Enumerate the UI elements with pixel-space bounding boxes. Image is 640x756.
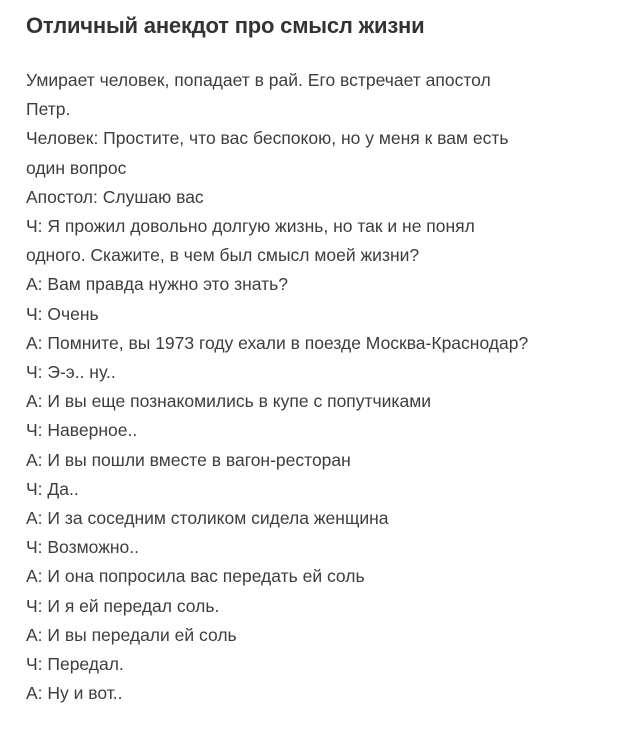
text-line: А: И вы пошли вместе в вагон-ресторан [26, 449, 351, 470]
text-line: А: И она попросила вас передать ей соль [26, 566, 365, 587]
post [26, 10, 620, 708]
text-line: А: Ну и вот.. [26, 683, 123, 704]
text-line: одного. Скажите, в чем был смысл моей жизни? [26, 245, 420, 266]
text-line: А: Вам правда нужно это знать? [26, 274, 288, 295]
text-line: Умирает человек, попадает в рай. Его встречает апостол [26, 70, 491, 90]
text-line: Ч: Да.. [26, 478, 79, 499]
text-line: Ч: Я прожил довольно долгую жизнь, но так и не понял [26, 216, 475, 237]
text-line: Ч: И я ей передал соль. [26, 595, 220, 616]
text-line: А: И вы еще познакомились в купе с попутчиками [26, 391, 432, 412]
text-line: Петр. [26, 99, 71, 120]
text-line: Человек: Простите, что вас беспокою, но у меня к вам есть [26, 128, 509, 149]
text-line: А: И вы передали ей соль [26, 624, 237, 645]
text-line: Ч: Очень [26, 303, 99, 324]
text-line: Ч: Наверное.. [26, 420, 138, 441]
text-line: Ч: Э-э.. ну.. [26, 362, 116, 383]
text-line: Апостол: Слушаю вас [26, 186, 204, 207]
text-line: Ч: Возможно.. [26, 537, 140, 558]
text-line: Ч: Передал. [26, 654, 124, 675]
text-line: А: Помните, вы 1973 году ехали в поезде Москва-Краснодар? [26, 332, 529, 353]
text-line: А: И за соседним столиком сидела женщина [26, 508, 389, 529]
post-title: Отличный анекдот про смысл жизни [26, 13, 425, 38]
post-body [26, 66, 620, 708]
text-line: один вопрос [26, 157, 127, 178]
